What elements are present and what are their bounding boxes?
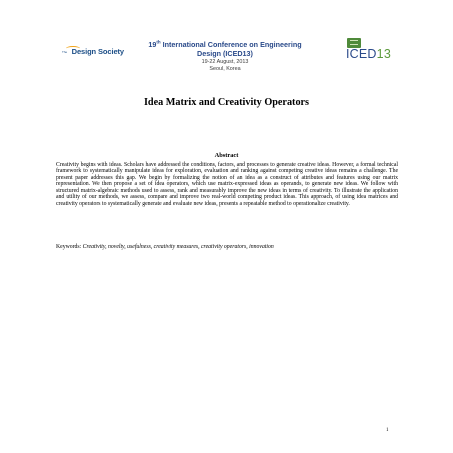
design-society-prefix: The bbox=[62, 50, 68, 54]
design-society-logo bbox=[62, 45, 134, 59]
iced-letters: ICED bbox=[346, 47, 377, 61]
building-icon-detail bbox=[350, 40, 358, 45]
conference-header bbox=[0, 0, 453, 86]
page-number: 1 bbox=[386, 428, 389, 433]
conference-name-line1 bbox=[136, 40, 314, 49]
keywords-label: Keywords: bbox=[56, 244, 83, 250]
swoosh-icon bbox=[66, 46, 80, 51]
paper-title: Idea Matrix and Creativity Operators bbox=[143, 97, 310, 108]
iced-number: 13 bbox=[376, 47, 391, 61]
conference-ordinal: 19 bbox=[148, 40, 157, 49]
conference-ordinal-suffix: th bbox=[156, 39, 161, 45]
abstract-body: Creativity begins with ideas. Scholars have addressed the conditions, factors, and processes to generate creative ideas. However, a formal technical framework to systematically manipulate ideas for exploration, evaluation and ranking against competing creative ideas remains a challenge. The present paper addresses this gap. We begin by formalizing the notion of an idea as a construct of attributes and features using our matrix representation. We then propose a set of idea operators, which use matrix-expressed ideas as operands, to generate new ideas. We follow with structured matrix-algebraic methods used to assess, rank and measurably improve the new ideas in terms of creativity. To illustrate the application and utility of our methods, we assess, compare and improve two real-world competing product ideas. This approach, of using idea matrices and creativity operators to systematically generate and evaluate new ideas, presents a repeatable method to operationalize creativity. bbox=[56, 162, 398, 207]
conference-dates: 19-22 August, 2013 bbox=[201, 59, 249, 65]
conference-location: Seoul, Korea bbox=[209, 66, 241, 72]
conference-name-line2: Design (ICED13) bbox=[197, 49, 253, 58]
conference-info bbox=[136, 40, 314, 73]
abstract-heading: Abstract bbox=[214, 152, 239, 159]
iced13-logo bbox=[346, 38, 396, 62]
keywords-list: Creativity, novelty, usefulness, creativity measures, creativity operators, innovation bbox=[82, 244, 274, 250]
keywords-line bbox=[56, 244, 398, 251]
iced13-wordmark bbox=[346, 47, 391, 61]
conference-name-rest: International Conference on Engineering bbox=[160, 40, 302, 49]
design-society-name: Design Society bbox=[71, 47, 124, 56]
